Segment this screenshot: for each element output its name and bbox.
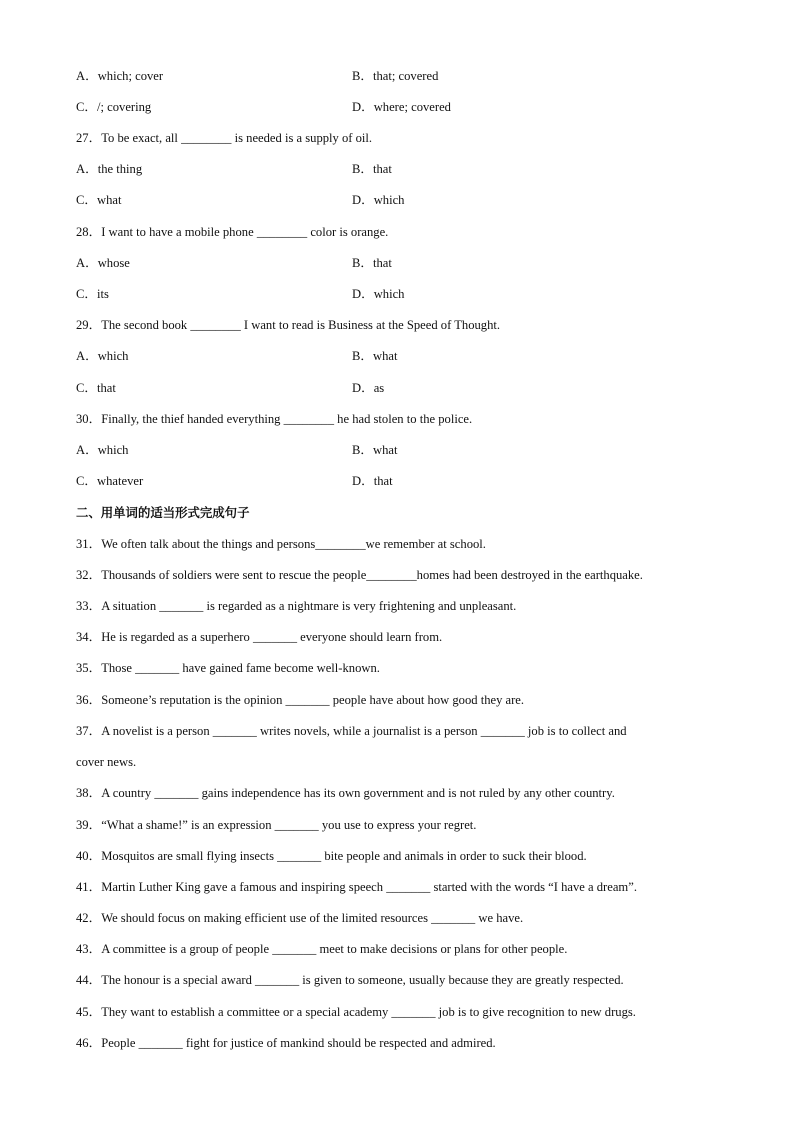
question-33: 33．A situation _______ is regarded as a nightmare is very frightening and unpleasant. [76,599,517,613]
question-41: 41．Martin Luther King gave a famous and inspiring speech _______ started with the words “I have a dream”. [76,880,637,894]
option-c: C．/; covering [76,100,152,114]
question-43: 43．A committee is a group of people _______ meet to make decisions or plans for other people. [76,942,568,956]
question-44: 44．The honour is a special award _______ is given to someone, usually because they are greatly respected. [76,973,624,987]
option-d: D．that [352,474,393,488]
question-28: 28．I want to have a mobile phone ________ color is orange. [76,225,389,239]
question-42: 42．We should focus on making efficient use of the limited resources _______ we have. [76,911,524,925]
option-c: C．its [76,287,109,301]
question-46: 46．People _______ fight for justice of mankind should be respected and admired. [76,1036,496,1050]
option-a: A．the thing [76,162,143,176]
option-c: C．what [76,193,122,207]
question-39: 39．“What a shame!” is an expression _______ you use to express your regret. [76,818,477,832]
option-d: D．which [352,287,405,301]
option-b: B．what [352,443,398,457]
question-38: 38．A country _______ gains independence has its own government and is not ruled by any other country. [76,786,615,800]
option-b: B．that [352,162,392,176]
option-d: D．where; covered [352,100,451,114]
question-31: 31．We often talk about the things and persons________we remember at school. [76,537,486,551]
question-35: 35．Those _______ have gained fame become well-known. [76,661,380,675]
question-37: 37．A novelist is a person _______ writes novels, while a journalist is a person _______ job is to collect and [76,724,627,738]
question-45: 45．They want to establish a committee or a special academy _______ job is to give recognition to new drugs. [76,1005,636,1019]
option-b: B．that [352,256,392,270]
option-c: C．that [76,381,116,395]
question-34: 34．He is regarded as a superhero _______ everyone should learn from. [76,630,443,644]
option-b: B．what [352,349,398,363]
question-27: 27．To be exact, all ________ is needed is a supply of oil. [76,131,373,145]
question-37-continued: cover news. [76,755,137,769]
question-36: 36．Someone’s reputation is the opinion _______ people have about how good they are. [76,693,525,707]
question-32: 32．Thousands of soldiers were sent to rescue the people________homes had been destroyed in the earthquake. [76,568,643,582]
option-a: A．which; cover [76,69,164,83]
section-heading: 二、用单词的适当形式完成句子 [76,505,250,520]
question-29: 29．The second book ________ I want to read is Business at the Speed of Thought. [76,318,501,332]
option-a: A．which [76,349,129,363]
option-d: D．as [352,381,385,395]
option-c: C．whatever [76,474,144,488]
option-a: A．whose [76,256,130,270]
option-a: A．which [76,443,129,457]
option-b: B．that; covered [352,69,439,83]
question-30: 30．Finally, the thief handed everything ________ he had stolen to the police. [76,412,473,426]
option-d: D．which [352,193,405,207]
question-40: 40．Mosquitos are small flying insects _______ bite people and animals in order to suck their blood. [76,849,587,863]
